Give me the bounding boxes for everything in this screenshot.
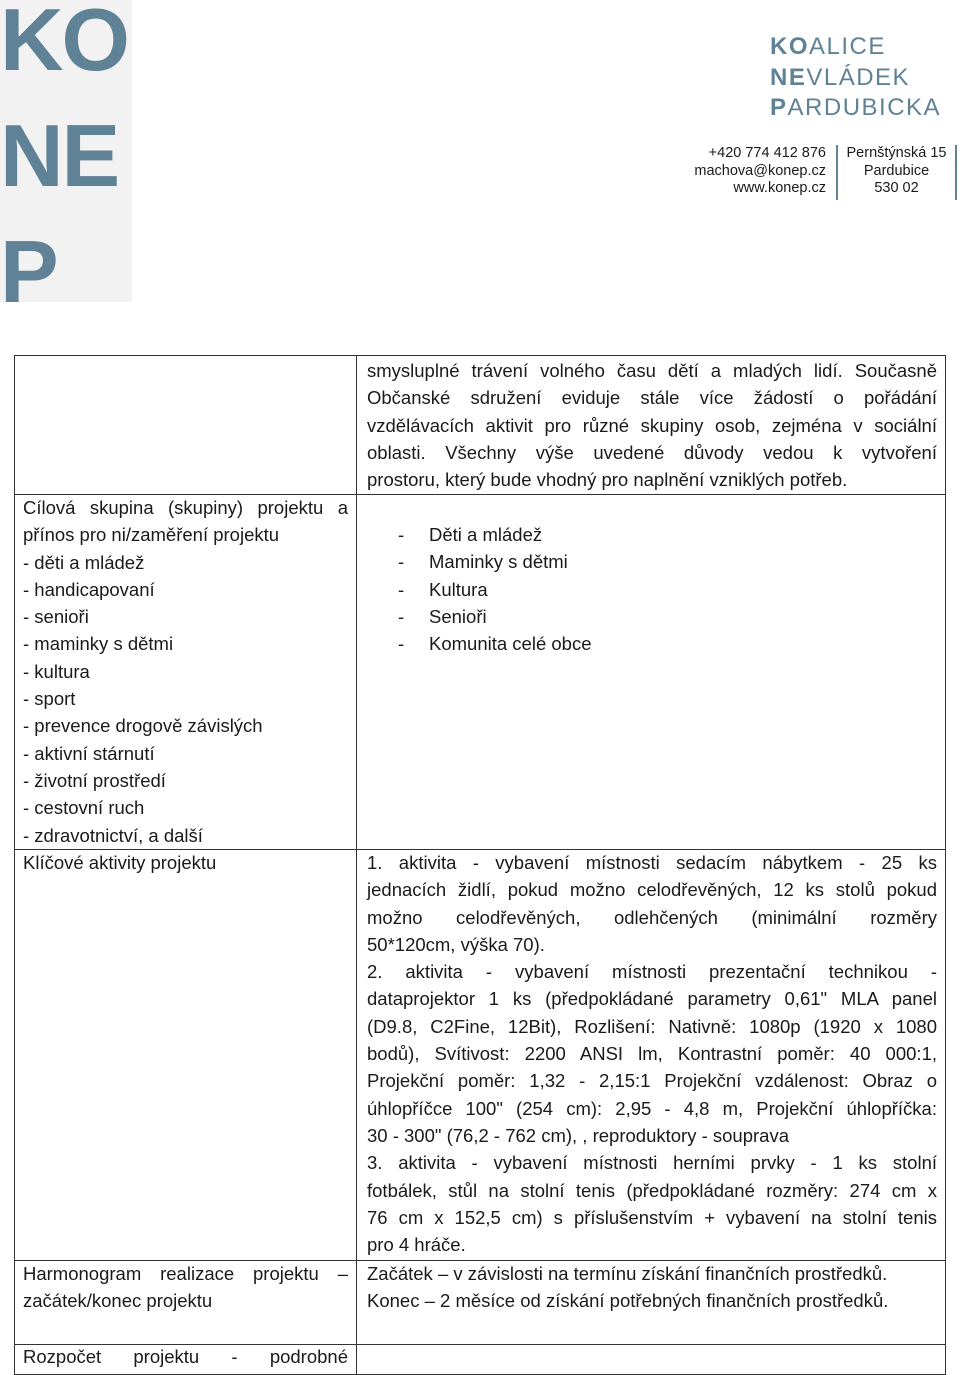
text-line: 2. aktivita - vybavení místnosti prezentační technikou - — [367, 961, 937, 983]
address-zip: 530 02 — [874, 180, 919, 196]
text-line: Konec – 2 měsíce od získání potřebných finančních prostředků. — [367, 1290, 889, 1312]
text-line: - prevence drogově závislých — [23, 715, 263, 737]
brand-line-1: KOALICE — [770, 33, 886, 60]
text-line: 50*120cm, výška 70). — [367, 933, 545, 955]
schedule-label — [23, 1260, 348, 1315]
address-street: Pernštýnská 15 — [846, 145, 947, 161]
text-line: - aktivní stárnutí — [23, 742, 155, 764]
text-line: dataprojektor 1 ks (předpokládané parametry 0,61" MLA panel — [367, 988, 937, 1010]
text-line: 30 - 300" (76,2 - 762 cm), , reproduktory - souprava — [367, 1124, 789, 1146]
project-justification-text — [367, 357, 937, 493]
table-column-divider — [356, 355, 357, 1375]
address-block — [838, 145, 955, 198]
text-line: bodů), Svítivost: 2200 ANSI lm, Kontrastní poměr: 40 000:1, — [367, 1043, 937, 1065]
text-line: začátek/konec projektu — [23, 1290, 213, 1312]
text-line: - životní prostředí — [23, 769, 166, 791]
text-line: 76 cm x 152,5 cm) s příslušenstvím + vybavení na stolní tenis — [367, 1206, 937, 1228]
text-line: vzdělávacích aktivit pro různé skupiny osob, zejména v sociální — [367, 414, 937, 436]
target-group-label — [23, 494, 348, 849]
text-line: Cílová skupina (skupiny) projektu a — [23, 497, 348, 518]
text-line: - maminky s dětmi — [23, 633, 174, 655]
contact-phone: +420 774 412 876 — [708, 145, 826, 161]
text-line: Projekční poměr: 1,32 - 2,15:1 Projekční vzdálenost: Obraz o — [367, 1070, 937, 1092]
text-line: jednacích židlí, pokud možno celodřevěných, 12 ks stolů pokud — [367, 879, 937, 901]
contact-email[interactable]: machova@konep.cz — [694, 162, 826, 179]
list-item: - Komunita celé obce — [398, 633, 592, 655]
address-city: Pardubice — [863, 162, 930, 179]
text-line: možno celodřevěných, odlehčených (minimální rozměry — [367, 906, 937, 928]
text-line: úhlopříčce 100" (254 cm): 2,95 - 4,8 m, Projekční úhlopříčka: — [367, 1097, 937, 1119]
brand-line-3: PARDUBICKA — [770, 94, 942, 121]
text-line: - zdravotnictví, a další — [23, 824, 203, 846]
brand-name — [770, 32, 941, 124]
text-line: oblasti. Všechny výše uvedené důvody vedou k vytvoření — [367, 441, 937, 463]
list-item: - Maminky s dětmi — [398, 551, 568, 573]
text-line: Občanské sdružení eviduje stále více žádostí o pořádání — [367, 387, 937, 409]
text-line: fotbálek, stůl na stolní tenis (předpokládané rozměry: 274 cm x — [367, 1179, 937, 1201]
text-line: - cestovní ruch — [23, 797, 145, 819]
logo-line-1: KO — [0, 0, 128, 89]
list-item: - Senioři — [398, 605, 487, 627]
contact-web[interactable]: www.konep.cz — [733, 180, 826, 196]
text-line: smysluplné trávení volného času dětí a mladých lidí. Současně — [367, 360, 937, 381]
text-line: 3. aktivita - vybavení místnosti herními prvky - 1 ks stolní — [367, 1152, 937, 1174]
schedule-text — [367, 1260, 937, 1315]
text-line: - senioři — [23, 606, 89, 628]
text-line: - handicapovaní — [23, 578, 155, 600]
text-line: (D9.8, C2Fine, 12Bit), Rozlišení: Nativně: 1080p (1920 x 1080 — [367, 1015, 937, 1037]
list-item: - Kultura — [398, 578, 488, 600]
text-line: pro 4 hráče. — [367, 1234, 466, 1256]
text-line: Začátek – v závislosti na termínu získání finančních prostředků. — [367, 1263, 888, 1284]
text-line: prostoru, který bude vhodný pro naplnění vzniklých potřeb. — [367, 469, 848, 491]
text-line: 1. aktivita - vybavení místnosti sedacím nábytkem - 25 ks — [367, 852, 937, 873]
logo-line-3: P — [0, 222, 57, 321]
konep-logo — [0, 0, 132, 321]
brand-line-2: NEVLÁDEK — [770, 63, 911, 91]
key-activities-label: Klíčové aktivity projektu — [23, 852, 217, 873]
text-line: - sport — [23, 688, 76, 710]
text-line: - děti a mládež — [23, 551, 145, 573]
target-group-list — [367, 521, 937, 657]
list-item: - Děti a mládež — [398, 524, 543, 545]
text-line: - kultura — [23, 660, 90, 682]
logo-line-2: NE — [0, 106, 119, 205]
contact-block — [660, 145, 826, 198]
budget-label: Rozpočet projektu - podrobné — [23, 1346, 348, 1367]
text-line: Harmonogram realizace projektu – — [23, 1263, 348, 1284]
text-line: přínos pro ni/zaměření projektu — [23, 524, 280, 546]
key-activities-text — [367, 849, 937, 1258]
divider-bar — [955, 145, 957, 200]
